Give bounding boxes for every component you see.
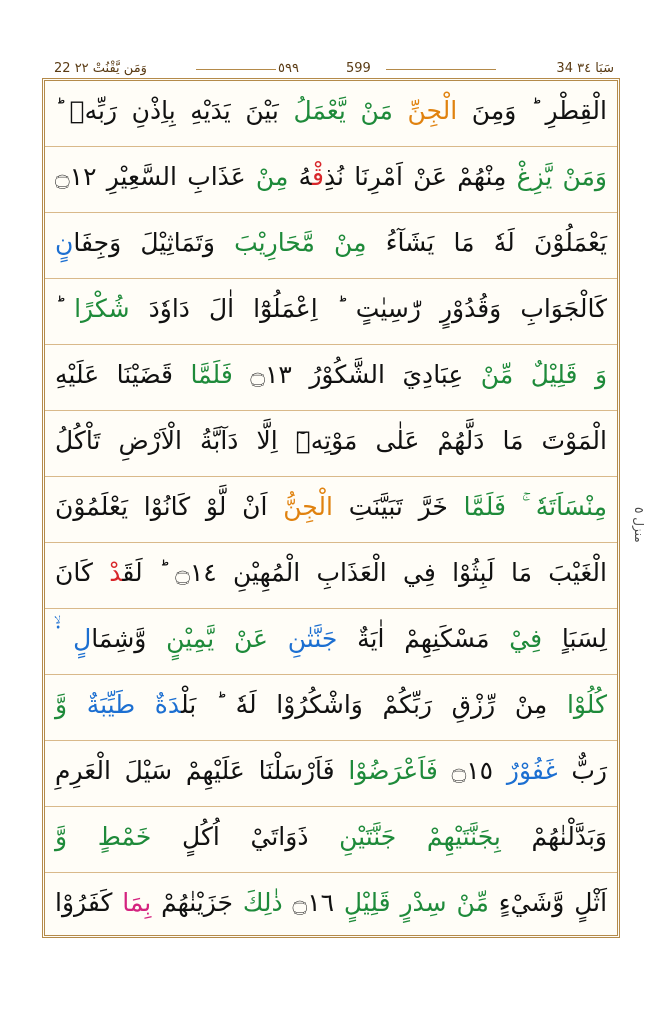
verse-segment: بِمَا [122, 888, 152, 917]
header-rule-left [196, 69, 276, 70]
verse-segment: مَسْكَنِهِمْ اٰيَةٌ [337, 624, 490, 653]
verse-segment: عَذَابِ السَّعِيْرِ ۝١٢ [55, 162, 246, 191]
verse-line [45, 477, 617, 543]
manzil-marker: منزل ٥ [632, 507, 646, 543]
page-header [46, 60, 618, 80]
header-rule-right [386, 69, 496, 70]
verse-segment: الْجِنُّ [283, 492, 333, 521]
verse-segment: يَّزِغْ [506, 162, 553, 191]
verse-segment: الْجِنِّ [392, 96, 458, 125]
verse-line [45, 81, 617, 147]
verse-line [45, 873, 617, 939]
page-number: 599 [346, 61, 371, 76]
verse-segment: يَعْمَلُوْنَ لَهٗ مَا يَشَآءُ [366, 228, 608, 257]
verse-segment: عَنْ [214, 624, 268, 653]
verse-segment: كَانَ [55, 558, 110, 587]
verse-segment: خَرَّ تَبَيَّنَتِ [332, 492, 464, 521]
verse-line [45, 345, 617, 411]
verse-segment: يَّمِيْنٍ [146, 624, 215, 653]
verse-segment: الْغَيْبَ مَا لَبِثُوْا فِي الْعَذَابِ الْمُهِيْنِ ۝١٤ ؕ [142, 558, 607, 587]
verse-segment: قَضَيْنَا عَلَيْهِ [55, 360, 191, 389]
verse-segment: وَّ [55, 690, 68, 719]
verse-segment: ؕ [55, 294, 75, 323]
verse-segment: وَمَنْ [552, 162, 608, 191]
verse-segment: اَثْلٍ وَّشَيْءٍ [488, 888, 608, 917]
verse-segment: هُ [288, 162, 312, 191]
verse-line [45, 543, 617, 609]
verse-segment: كُلُوْا [547, 690, 607, 719]
verse-segment: شُكْرًا [74, 294, 130, 323]
verse-segment: وَّشِمَا [91, 624, 147, 653]
verse-segment: يَّعْمَلُ [278, 96, 346, 125]
verse-segment: غَفُوْرٌ [493, 756, 558, 785]
verse-segment: الْمَوْتَ مَا دَلَّهُمْ عَلٰى مَوْتِهٖٓ اِلَّا دَآبَّةُ الْاَرْضِ تَاْكُلُ [55, 426, 607, 455]
verse-segment: فِيْ [489, 624, 543, 653]
verse-segment: بَيْنَ يَدَيْهِ بِاِذْنِ رَبِّهٖ ؕ [55, 96, 279, 125]
verse-line [45, 213, 617, 279]
verse-segment: لٍ ۬ۙ [55, 624, 92, 653]
verse-line [45, 609, 617, 675]
verse-segment: وَتَمَاثِيْلَ وَجِفَا [73, 228, 215, 257]
verse-segment: طَيِّبَةٌ [67, 690, 155, 719]
verse-segment: مِنْ [245, 162, 289, 191]
quran-text-block [45, 81, 617, 939]
verse-segment: اَنْ لَّوْ كَانُوْا يَعْلَمُوْنَ [55, 492, 284, 521]
verse-segment: مِنْسَاَتَهٗ ۚ [505, 492, 607, 521]
verse-segment: خَمْطٍ [67, 822, 152, 851]
verse-segment: كَفَرُوْا [55, 888, 123, 917]
verse-segment: مَّحَارِيْبَ [214, 228, 315, 257]
verse-segment: كَالْجَوَابِ وَقُدُوْرٍ رّٰسِيٰتٍ ؕ اِعْمَلُوْٓا اٰلَ دَاوٗدَ [129, 294, 607, 323]
page-number-arabic: ٥٩٩ [278, 61, 299, 76]
verse-segment: مِّنْ [446, 888, 489, 917]
verse-segment: ذَوَاتَيْ اُكُلٍ [151, 822, 309, 851]
verse-segment: لِسَبَاٍ [542, 624, 607, 653]
verse-segment: جَنَّتٰنِ [267, 624, 338, 653]
verse-segment: وَ [577, 360, 608, 389]
verse-line [45, 675, 617, 741]
verse-segment: مِنْ [314, 228, 367, 257]
verse-segment: مِنْ رِّزْقِ رَبِّكُمْ وَاشْكُرُوْا لَهٗ ؕ بَلْ [181, 690, 548, 719]
verse-segment: دْ [109, 558, 123, 587]
verse-segment: فَلَمَّا [190, 360, 233, 389]
verse-segment: سِدْرٍ قَلِيْلٍ [334, 888, 447, 917]
verse-line [45, 807, 617, 873]
surah-label: 34 سَبَا ٣٤ [556, 61, 614, 76]
verse-segment: مِّنْ [463, 360, 514, 389]
verse-segment: مَنْ [345, 96, 393, 125]
verse-segment: ۝١٥ [437, 756, 494, 785]
verse-segment: فَلَمَّا [463, 492, 506, 521]
verse-segment: وَبَدَّلْنٰهُمْ [500, 822, 607, 851]
verse-segment: قْ [311, 162, 324, 191]
verse-segment: فَاَعْرَضُوْا [334, 756, 438, 785]
verse-segment: فَاَرْسَلْنَا عَلَيْهِمْ سَيْلَ الْعَرِمِ [55, 756, 335, 785]
verse-segment: ذٰلِكَ [242, 888, 283, 917]
verse-line [45, 279, 617, 345]
verse-segment: لَقَ [122, 558, 143, 587]
verse-line [45, 411, 617, 477]
verse-segment: دَةٌ [154, 690, 182, 719]
verse-segment: عِبَادِيَ الشَّكُوْرُ ۝١٣ [232, 360, 464, 389]
verse-segment: بِجَنَّتَيْهِمْ [396, 822, 501, 851]
verse-segment: نٍ [55, 228, 74, 257]
verse-segment: قَلِيْلٌ [513, 360, 578, 389]
verse-segment: ۝١٦ [282, 888, 335, 917]
verse-segment: الْقِطْرِ ؕ وَمِنَ [457, 96, 607, 125]
juz-label: 22 وَمَن يَّقْنُتْ ٢٢ [54, 61, 147, 76]
verse-segment: رَبٌّ [557, 756, 607, 785]
verse-segment: جَنَّتَيْنِ [308, 822, 397, 851]
verse-line [45, 741, 617, 807]
verse-line [45, 147, 617, 213]
verse-segment: مِنْهُمْ عَنْ اَمْرِنَا نُذِ [323, 162, 507, 191]
verse-segment: جَزَيْنٰهُمْ [151, 888, 243, 917]
verse-segment: وَّ [55, 822, 68, 851]
